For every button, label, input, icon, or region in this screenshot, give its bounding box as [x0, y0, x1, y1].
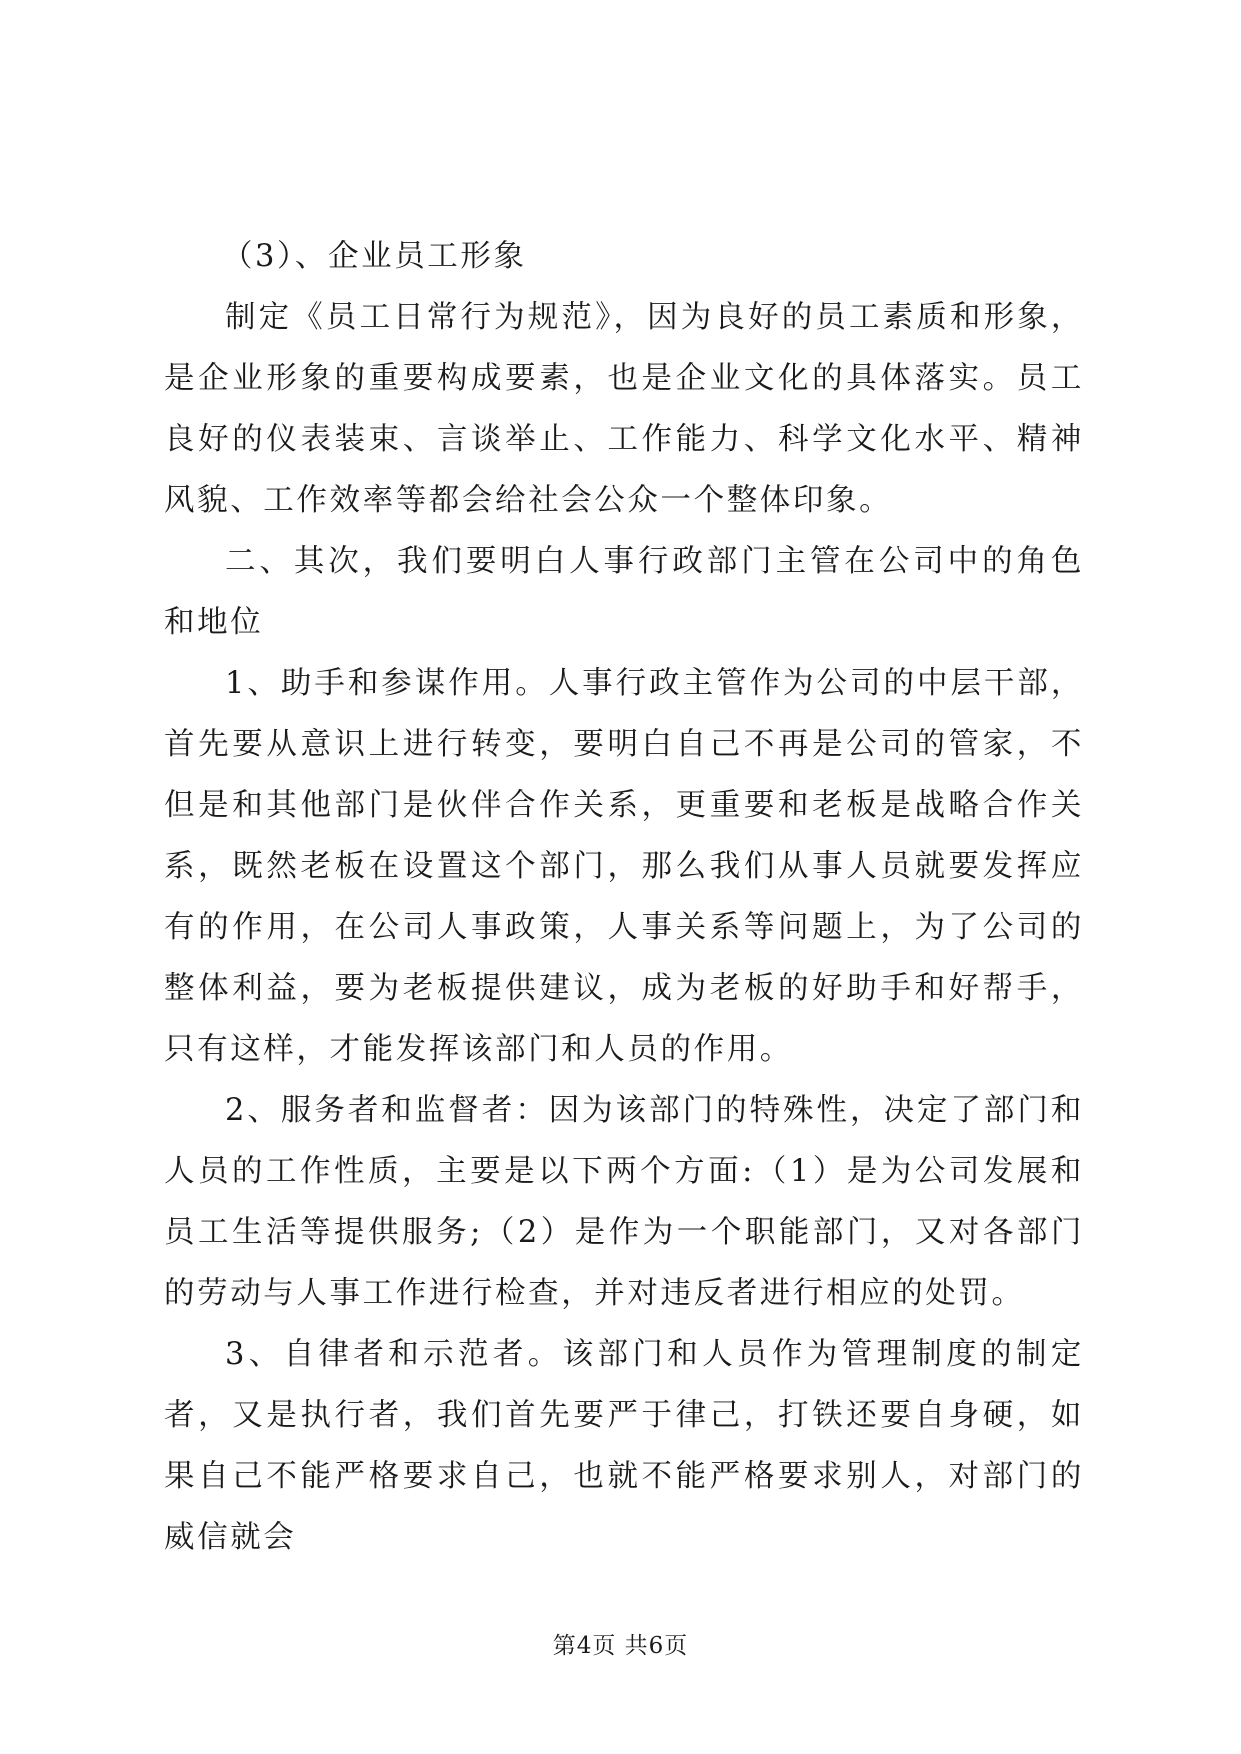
page-footer — [0, 1627, 1241, 1660]
section-heading-role-and-status: 二、其次，我们要明白人事行政部门主管在公司中的角色和地位 — [164, 544, 1084, 640]
paragraph-self-discipline: 3、自律者和示范者。该部门和人员作为管理制度的制定者，又是执行者，我们首先要严于律己，打铁还要自身硬，如果自己不能严格要求自己，也就不能严格要求别人，对部门的威信就会 — [164, 1337, 1084, 1555]
section-heading-employee-image: （3）、企业员工形象 — [221, 239, 527, 274]
paragraph-assistant-advisor: 1、助手和参谋作用。人事行政主管作为公司的中层干部，首先要从意识上进行转变，要明白自己不再是公司的管家，不但是和其他部门是伙伴合作关系，更重要和老板是战略合作关系，既然老板在设置这个部门，那么我们从事人员就要发挥应有的作用，在公司人事政策，人事关系等问题上，为了公司的整体利益，要为老板提供建议，成为老板的好助手和好帮手，只有这样，才能发挥该部门和人员的作用。 — [164, 666, 1084, 1067]
document-body — [164, 226, 1084, 1568]
page-number-label: 第4页 共6页 — [552, 1633, 689, 1659]
paragraph-service-supervisor: 2、服务者和监督者：因为该部门的特殊性，决定了部门和人员的工作性质，主要是以下两个方面:（1）是为公司发展和员工生活等提供服务;（2）是作为一个职能部门，又对各部门的劳动与人事工作进行检查，并对违反者进行相应的处罚。 — [164, 1093, 1084, 1311]
paragraph-behavior-norms: 制定《员工日常行为规范》，因为良好的员工素质和形象，是企业形象的重要构成要素，也是企业文化的具体落实。员工良好的仪表装束、言谈举止、工作能力、科学文化水平、精神风貌、工作效率等都会给社会公众一个整体印象。 — [164, 300, 1084, 518]
